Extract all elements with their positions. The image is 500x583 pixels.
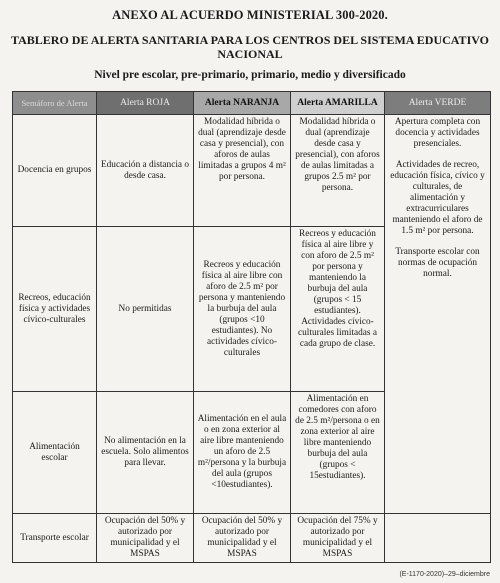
table-row	[13, 115, 491, 227]
cell-roja: No alimentación en la escuela. Solo alimentos para llevar.	[97, 392, 194, 514]
table-header-row	[13, 92, 491, 115]
document-heading: TABLERO DE ALERTA SANITARIA PARA LOS CENTROS DEL SISTEMA EDUCATIVO NACIONAL	[10, 33, 489, 61]
table-row	[13, 514, 491, 563]
cell-naranja: Recreos y educación física al aire libre con aforo de 2.5 m² por persona y manteniendo la burbuja del aula (grupos <10 estudiantes). No actividades cívico-culturales	[194, 227, 291, 392]
cell-amarilla: Ocupación del 75% y autorizado por municipalidad y el MSPAS	[291, 514, 385, 563]
cell-naranja: Modalidad híbrida o dual (aprendizaje desde casa y presencial), con aforos de aulas limitadas a grupos 4 m² por persona.	[194, 115, 291, 227]
cell-verde	[385, 115, 491, 514]
cell-amarilla: Modalidad híbrida o dual (aprendizaje desde casa y presencial), con aforos de aulas limitadas a grupos 2.5 m² por persona.	[291, 115, 385, 227]
header-alerta-roja: Alerta ROJA	[97, 92, 194, 115]
cell-amarilla: Recreos y educación física al aire libre y con aforo de 2.5 m² por persona y manteniendo la burbuja del aula (grupos < 15 estudiantes). Actividades cívico-culturales limitadas a cada grupo de clase.	[291, 227, 385, 392]
footer-code: (E-1170-2020)–29–diciembre	[399, 571, 490, 578]
row-category: Recreos, educación física y actividades cívico-culturales	[13, 227, 97, 392]
header-alerta-verde: Alerta VERDE	[385, 92, 491, 115]
cell-empty	[385, 514, 491, 563]
header-semaforo: Semáforo de Alerta	[13, 92, 97, 115]
row-category: Transporte escolar	[13, 514, 97, 563]
verde-paragraph: Transporte escolar con normas de ocupación normal.	[395, 247, 480, 279]
alert-table	[12, 91, 491, 563]
cell-naranja: Alimentación en el aula o en zona exterior al aire libre manteniendo un aforo de 2.5 m²/persona y la burbuja del aula (grupos <10estudiantes).	[194, 392, 291, 514]
verde-paragraph: Actividades de recreo, educación física, cívico y culturales, de alimentación y extracurriculares manteniendo el aforo de 1.5 m² por persona.	[390, 160, 485, 236]
row-category: Docencia en grupos	[13, 115, 97, 227]
verde-paragraph: Apertura completa con docencia y actividades presenciales.	[394, 117, 481, 149]
cell-amarilla: Alimentación en comedores con aforo de 2.5 m²/persona o en zona exterior al aire libre manteniendo burbuja del aula (grupos < 15estudiantes).	[291, 392, 385, 514]
header-alerta-naranja: Alerta NARANJA	[194, 92, 291, 115]
document-title: ANEXO AL ACUERDO MINISTERIAL 300-2020.	[112, 8, 388, 22]
cell-roja: Ocupación del 50% y autorizado por municipalidad y el MSPAS	[97, 514, 194, 563]
cell-naranja: Ocupación del 50% y autorizado por municipalidad y el MSPAS	[194, 514, 291, 563]
education-levels: Nivel pre escolar, pre-primario, primario, medio y diversificado	[94, 69, 406, 81]
cell-roja: No permitidas	[97, 227, 194, 392]
cell-roja: Educación a distancia o desde casa.	[97, 115, 194, 227]
row-category: Alimentación escolar	[13, 392, 97, 514]
header-alerta-amarilla: Alerta AMARILLA	[291, 92, 385, 115]
